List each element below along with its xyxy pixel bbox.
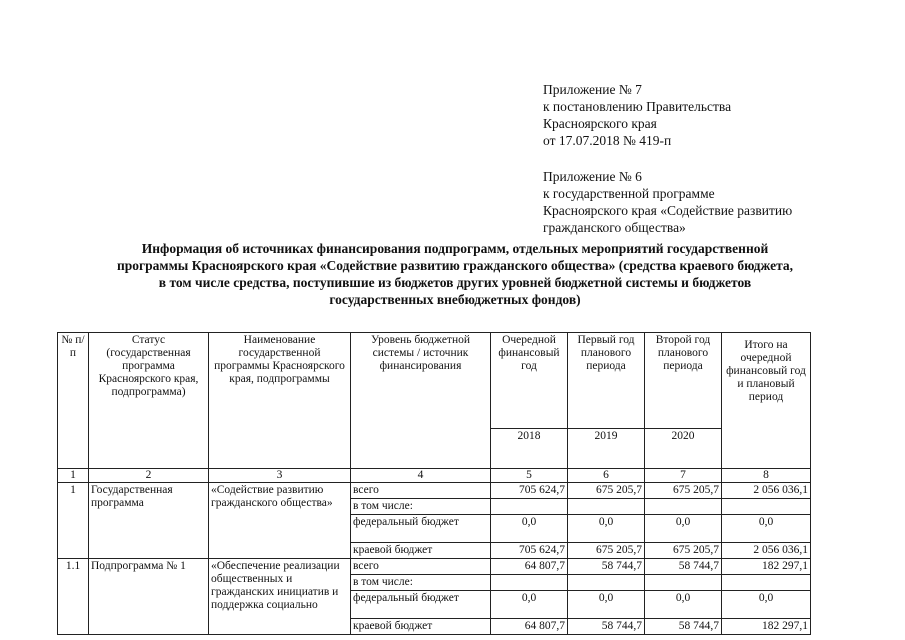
annex-7-line3: Красноярского края [543, 116, 657, 131]
value-2019: 675 205,7 [568, 543, 645, 559]
annex-6-line2: к государственной программе [543, 186, 715, 201]
value-2019: 58 744,7 [568, 619, 645, 635]
col-number-7: 7 [645, 469, 722, 483]
col-number-8: 8 [722, 469, 811, 483]
row-status: Подпрограмма № 1 [89, 559, 209, 635]
value-2020: 675 205,7 [645, 543, 722, 559]
annex-6-block [543, 168, 792, 236]
header-name: Наименование государственной программы Красноярского края, подпрограммы [209, 333, 351, 469]
value-2020: 0,0 [645, 591, 722, 619]
column-number-row [58, 469, 811, 483]
value-2018 [491, 575, 568, 591]
value-total: 182 297,1 [722, 619, 811, 635]
header-row [58, 333, 811, 429]
row-level: всего [351, 483, 491, 499]
financing-table [57, 332, 811, 635]
value-total [722, 499, 811, 515]
row-level: краевой бюджет [351, 619, 491, 635]
header-y1-year: 2018 [491, 429, 568, 469]
value-2019: 0,0 [568, 515, 645, 543]
col-number-5: 5 [491, 469, 568, 483]
value-total: 2 056 036,1 [722, 483, 811, 499]
header-y2: Первый год планового периода [568, 333, 645, 429]
table-row [58, 483, 811, 499]
col-number-4: 4 [351, 469, 491, 483]
value-2019 [568, 499, 645, 515]
value-2018: 64 807,7 [491, 559, 568, 575]
table-row [58, 559, 811, 575]
col-number-2: 2 [89, 469, 209, 483]
header-y3-year: 2020 [645, 429, 722, 469]
value-2019: 0,0 [568, 591, 645, 619]
header-level: Уровень бюджетной системы / источник финансирования [351, 333, 491, 469]
value-total [722, 575, 811, 591]
row-status: Государственная программа [89, 483, 209, 559]
value-total: 2 056 036,1 [722, 543, 811, 559]
value-2020 [645, 499, 722, 515]
value-total: 0,0 [722, 591, 811, 619]
header-num: № п/п [58, 333, 89, 469]
value-2019 [568, 575, 645, 591]
title-line1: Информация об источниках финансирования подпрограмм, отдельных мероприятий государственной [141, 241, 769, 256]
value-2020: 675 205,7 [645, 483, 722, 499]
value-2018: 0,0 [491, 515, 568, 543]
row-level: федеральный бюджет [351, 515, 491, 543]
row-level: всего [351, 559, 491, 575]
header-status: Статус (государственная программа Красноярского края, подпрограмма) [89, 333, 209, 469]
header-total: Итого на очередной финансовый год и плановый период [722, 333, 811, 469]
value-2020 [645, 575, 722, 591]
annex-6-line1: Приложение № 6 [543, 169, 642, 184]
value-2018 [491, 499, 568, 515]
col-number-3: 3 [209, 469, 351, 483]
value-2020: 58 744,7 [645, 619, 722, 635]
row-level: в том числе: [351, 499, 491, 515]
value-2018: 0,0 [491, 591, 568, 619]
annex-7-line1: Приложение № 7 [543, 82, 642, 97]
header-y2-year: 2019 [568, 429, 645, 469]
value-2019: 675 205,7 [568, 483, 645, 499]
row-name: «Обеспечение реализации общественных и гражданских инициатив и поддержка социально [209, 559, 351, 635]
row-num: 1.1 [58, 559, 89, 635]
title-line4: государственных внебюджетных фондов) [329, 292, 581, 307]
value-2020: 58 744,7 [645, 559, 722, 575]
value-2019: 58 744,7 [568, 559, 645, 575]
row-level: федеральный бюджет [351, 591, 491, 619]
value-total: 0,0 [722, 515, 811, 543]
annex-7-line2: к постановлению Правительства [543, 99, 732, 114]
value-2020: 0,0 [645, 515, 722, 543]
value-total: 182 297,1 [722, 559, 811, 575]
annex-6-line4: гражданского общества» [543, 220, 686, 235]
header-y1: Очередной финансовый год [491, 333, 568, 429]
document-title [60, 240, 850, 308]
title-line3: в том числе средства, поступившие из бюджетов других уровней бюджетной системы и бюджетов [158, 275, 752, 290]
annex-7-block [543, 81, 731, 149]
col-number-6: 6 [568, 469, 645, 483]
header-y3: Второй год планового периода [645, 333, 722, 429]
title-line2: программы Красноярского края «Содействие развитию гражданского общества» (средства краевого бюджета, [116, 258, 794, 273]
row-num: 1 [58, 483, 89, 559]
row-level: краевой бюджет [351, 543, 491, 559]
value-2018: 705 624,7 [491, 543, 568, 559]
col-number-1: 1 [58, 469, 89, 483]
value-2018: 64 807,7 [491, 619, 568, 635]
row-name: «Содействие развитию гражданского общества» [209, 483, 351, 559]
annex-7-line4: от 17.07.2018 № 419-п [543, 133, 672, 148]
value-2018: 705 624,7 [491, 483, 568, 499]
row-level: в том числе: [351, 575, 491, 591]
annex-6-line3: Красноярского края «Содействие развитию [543, 203, 793, 218]
